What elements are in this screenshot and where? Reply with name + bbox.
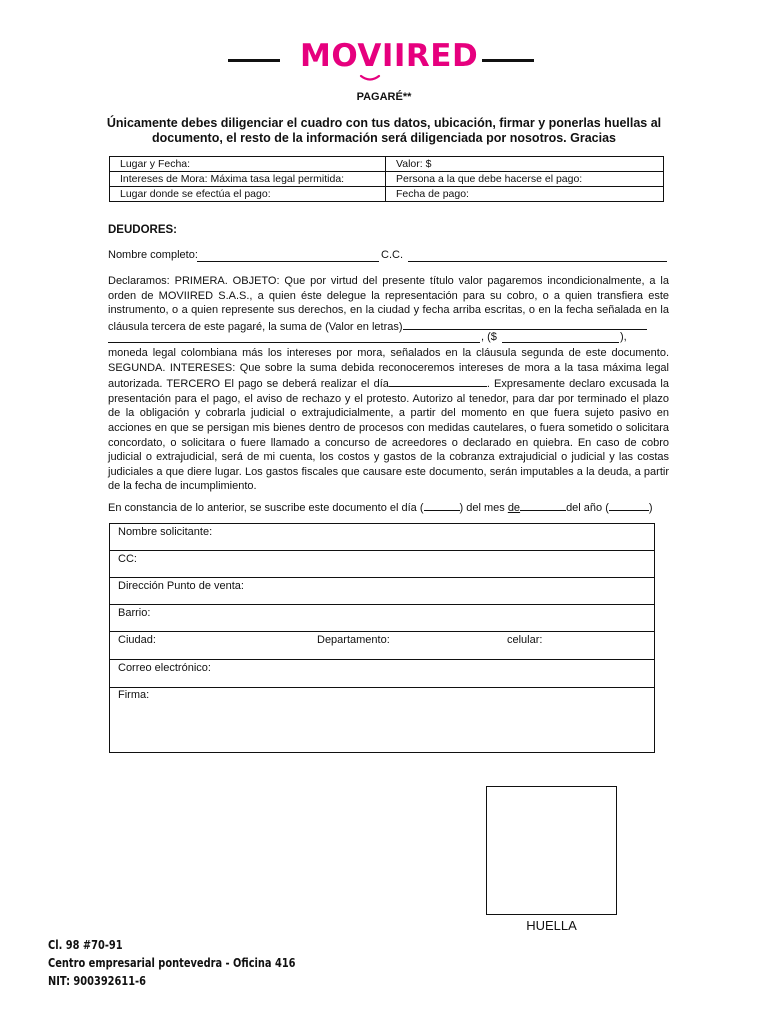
footer-building: Centro empresarial pontevedra - Oficina 416 <box>48 956 296 970</box>
id-number-label: C.C. <box>381 249 403 261</box>
payment-place-cell[interactable]: Lugar donde se efectúa el pago: <box>110 187 386 202</box>
document-title: PAGARÉ** <box>356 91 412 103</box>
closing-text-e: ) <box>648 502 653 514</box>
day-field[interactable] <box>424 499 460 511</box>
logo-smile-icon <box>359 74 381 82</box>
fingerprint-box[interactable] <box>486 786 617 915</box>
table-row <box>110 187 664 202</box>
place-date-cell[interactable]: Lugar y Fecha: <box>110 157 386 172</box>
closing-text-a: En constancia de lo anterior, se suscribe este documento el día ( <box>108 502 424 514</box>
logo-left-rule <box>228 59 280 62</box>
applicant-form <box>109 523 655 753</box>
amount-close-text: ), <box>620 331 627 343</box>
applicant-email-row[interactable] <box>110 660 654 688</box>
payee-cell[interactable]: Persona a la que debe hacerse el pago: <box>386 172 664 187</box>
declaration-paragraph <box>108 274 669 334</box>
declaration-text: Declaramos: PRIMERA. OBJETO: Que por virtud del presente título valor pagaremos incondicionalmente, a la orden de MOVIIRED S.A.S., a quien éste delegue la representación para su cobro, o a quien transfiera este instrumento, o a quien represente sus derechos, en la ciudad y fecha arriba escritas, o en la fecha señalada en la cláusula tercera de este pagaré, la suma de (Valor en letras) <box>108 275 669 333</box>
full-name-label: Nombre completo: <box>108 249 198 261</box>
full-name-field[interactable] <box>197 261 379 262</box>
applicant-neighborhood-label: Barrio: <box>118 607 151 619</box>
table-row <box>110 157 664 172</box>
applicant-city-label: Ciudad: <box>118 634 156 646</box>
default-interest-cell[interactable]: Intereses de Mora: Máxima tasa legal permitida: <box>110 172 386 187</box>
applicant-neighborhood-row[interactable] <box>110 605 654 632</box>
terms-text-a: moneda legal colombiana más los intereses por mora, señalados en la cláusula segunda de este documento. SEGUNDA. INTERESES: Que sobre la suma debida reconoceremos intereses de mora a la tasa máxima legal autorizada. TERCERO El pago se deberá realizar el día <box>108 347 669 391</box>
applicant-mobile-label: celular: <box>507 634 543 646</box>
terms-paragraph <box>108 346 669 494</box>
payment-info-table <box>109 156 664 202</box>
applicant-address-label: Dirección Punto de venta: <box>118 580 244 592</box>
applicant-cc-row[interactable] <box>110 551 654 578</box>
year-field[interactable] <box>609 499 649 511</box>
closing-text-d: del año ( <box>566 502 609 514</box>
amount-open-text: , ($ <box>481 331 497 343</box>
amount-cell[interactable]: Valor: $ <box>386 157 664 172</box>
applicant-email-label: Correo electrónico: <box>118 662 211 674</box>
amount-in-words-field-continued[interactable] <box>108 342 480 343</box>
debtors-heading: DEUDORES: <box>108 224 178 236</box>
payment-date-cell[interactable]: Fecha de pago: <box>386 187 664 202</box>
closing-text-b: ) del mes <box>459 502 508 514</box>
id-number-field[interactable] <box>408 261 667 262</box>
closing-text-c: de <box>507 502 521 514</box>
fingerprint-label: HUELLA <box>526 918 577 933</box>
terms-text-b: . Expresamente declaro excusada la presentación para el pago, el aviso de rechazo y el protesto. Autorizo al tenedor, para dar por terminado el plazo de la obligación y cobrarla judicial o extrajudicialmente, a partir del momento en que fuera sujeto pasivo en acciones en que se persigan mis bienes dentro de procesos con medidas cautelares, o fuera sometido o solicitara concordato, o solicitara o fuere llamado a concurso de acreedores o declarado en quiebra. En caso de cobro judicial o extrajudicial, será de mi cuenta, los costos y gastos de la cobranza extrajudicial o judicial y las costas judiciales a que diere lugar. Los gastos fiscales que causare este documento, serán imputables a la deuda, a partir de la fecha de incumplimiento. <box>108 378 669 493</box>
closing-line <box>108 499 653 514</box>
applicant-name-label: Nombre solicitante: <box>118 526 213 538</box>
logo-right-rule <box>482 59 534 62</box>
applicant-department-label: Departamento: <box>317 634 390 646</box>
month-field[interactable] <box>520 499 566 511</box>
table-row <box>110 172 664 187</box>
brand-logo: MOVIIRED <box>300 38 479 74</box>
applicant-cc-label: CC: <box>118 553 137 565</box>
amount-in-words-field[interactable] <box>403 318 647 330</box>
footer-nit: NIT: 900392611-6 <box>48 974 146 988</box>
applicant-signature-label: Firma: <box>118 689 150 701</box>
applicant-city-row[interactable] <box>110 632 654 660</box>
applicant-signature-area[interactable] <box>110 688 654 752</box>
footer-address: Cl. 98 #70-91 <box>48 938 123 952</box>
applicant-name-row[interactable] <box>110 524 654 551</box>
instructions-text: Únicamente debes diligenciar el cuadro con tus datos, ubicación, firmar y ponerlas huellas al documento, el resto de la información será diligenciada por nosotros. Gracias <box>106 116 662 145</box>
payment-day-field[interactable] <box>389 375 487 387</box>
amount-numeric-field[interactable] <box>502 342 619 343</box>
applicant-address-row[interactable] <box>110 578 654 605</box>
